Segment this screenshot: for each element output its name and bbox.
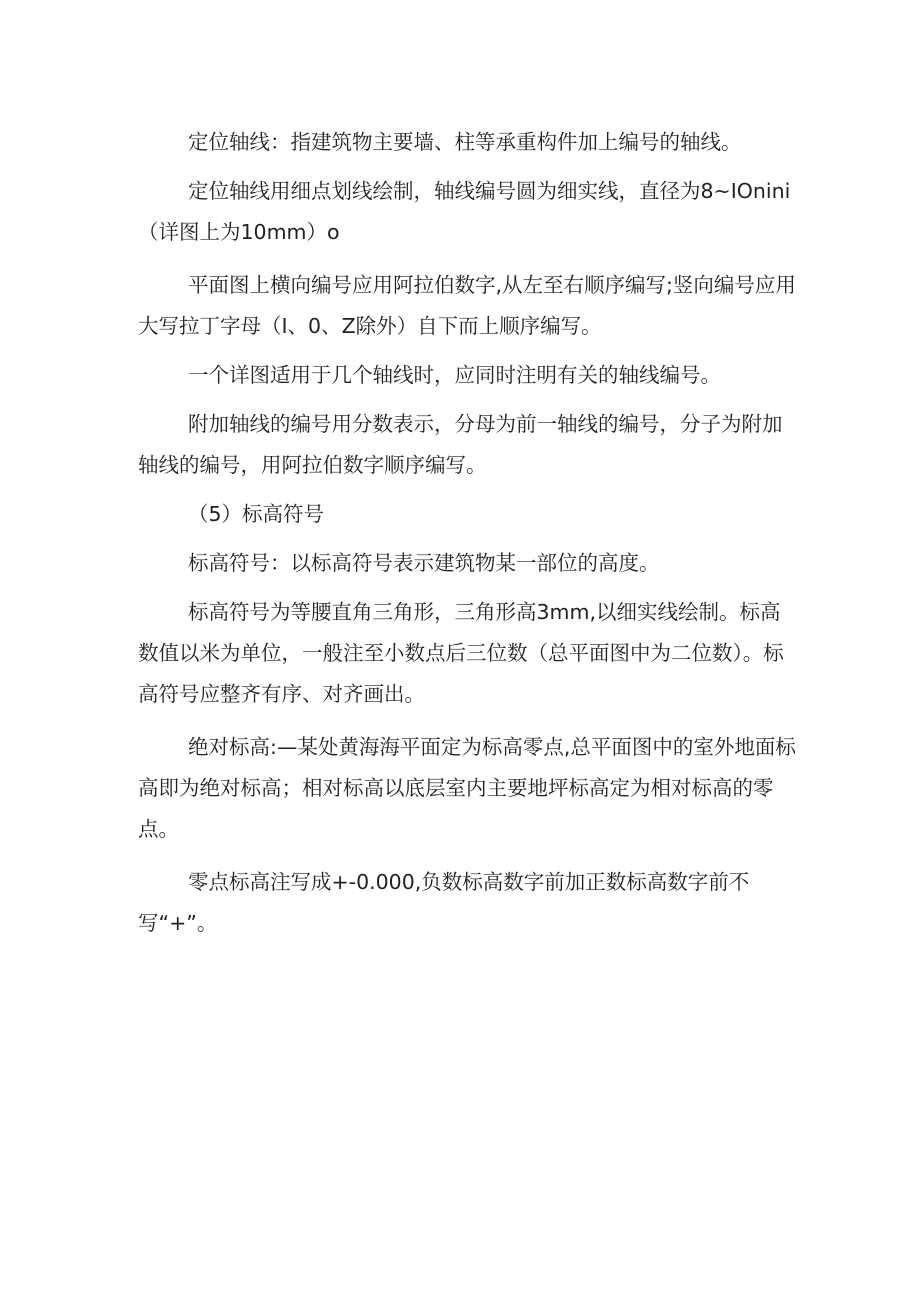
paragraph-axis-definition: 定位轴线：指建筑物主要墙、柱等承重构件加上编号的轴线。 bbox=[188, 130, 742, 154]
paragraph-additional-axes: 附加轴线的编号用分数表示，分母为前一轴线的编号，分子为附加轴线的编号，用阿拉伯数字顺序编写。 bbox=[138, 412, 783, 477]
paragraph-elevation-definition: 标高符号：以标高符号表示建筑物某一部位的高度。 bbox=[188, 551, 660, 575]
paragraph-axis-drawing: 定位轴线用细点划线绘制，轴线编号圆为细实线，直径为8~IOnini（详图上为10mm）o bbox=[138, 179, 791, 244]
paragraph-zero-elevation: 零点标高注写成+-0.000,负数标高数字前加正数标高数字前不写“+”。 bbox=[138, 870, 750, 935]
paragraph-detail-axes: 一个详图适用于几个轴线时，应同时注明有关的轴线编号。 bbox=[188, 363, 721, 387]
paragraph-absolute-relative-elevation: 绝对标高:—某处黄海海平面定为标高零点,总平面图中的室外地面标高即为绝对标高；相对标高以底层室内主要地坪标高定为相对标高的零点。 bbox=[138, 735, 796, 841]
paragraph-axis-numbering: 平面图上横向编号应用阿拉伯数字,从左至右顺序编写;竖向编号应用大写拉丁字母（I、0、Z除外）自下而上顺序编写。 bbox=[138, 273, 796, 338]
paragraph-elevation-drawing: 标高符号为等腰直角三角形，三角形高3mm,以细实线绘制。标高数值以米为单位，一般注至小数点后三位数（总平面图中为二位数）。标高符号应整齐有序、对齐画出。 bbox=[138, 600, 784, 706]
document-body bbox=[138, 122, 798, 944]
section-heading-elevation-symbol: （5）标高符号 bbox=[188, 502, 325, 526]
